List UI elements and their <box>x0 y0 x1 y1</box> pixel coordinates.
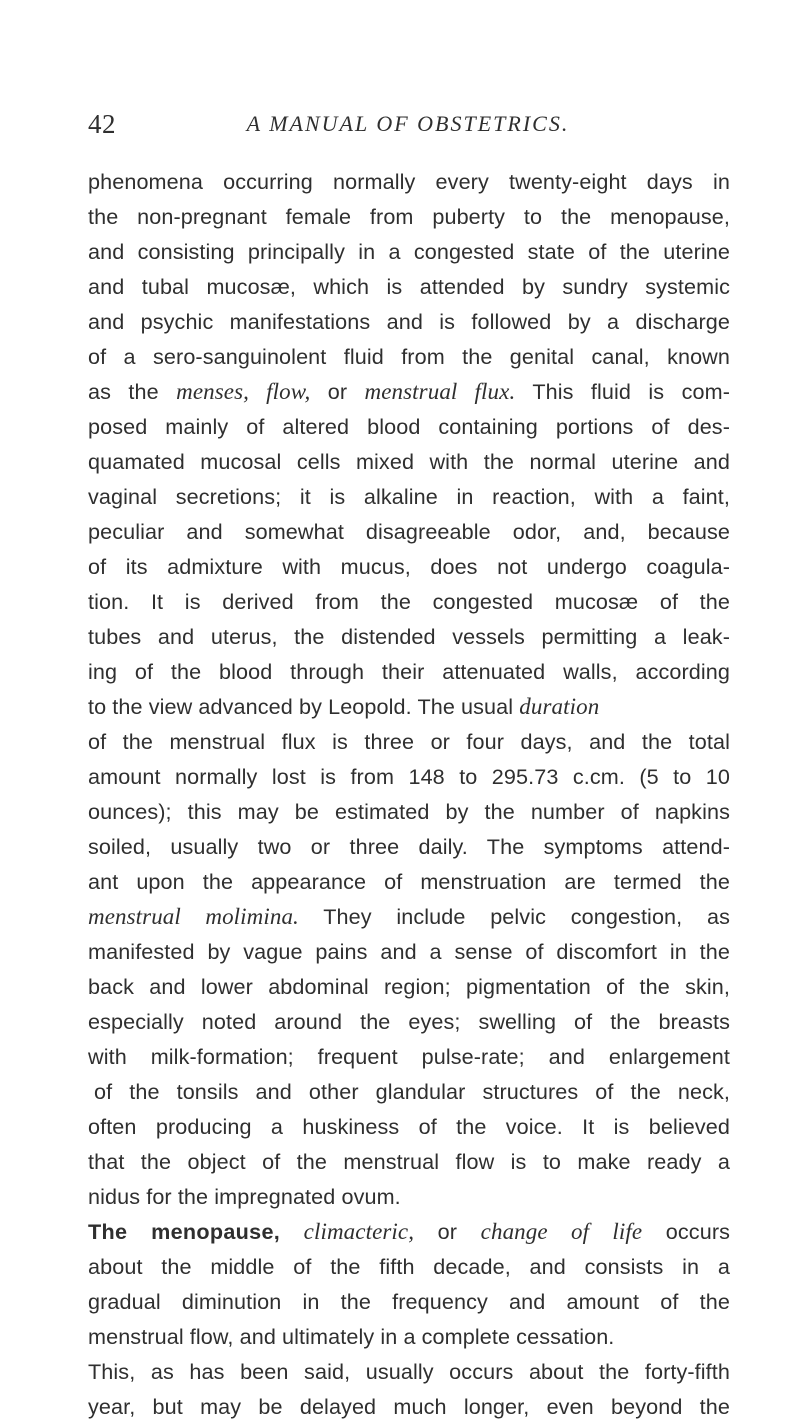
text-run: as the <box>88 379 177 404</box>
text-run: This fluid is com- <box>515 379 730 404</box>
text-run: vaginal secretions; it is alkaline in reaction, with a faint, <box>88 484 730 509</box>
text-run: about the middle of the fifth decade, and consists in a <box>88 1254 730 1279</box>
text-line <box>88 1039 730 1074</box>
text-line <box>88 199 730 234</box>
text-run: especially noted around the eyes; swelling of the breasts <box>88 1009 730 1034</box>
italic-term: change of life <box>480 1219 643 1244</box>
text-line <box>88 1179 730 1214</box>
text-run: manifested by vague pains and a sense of discomfort in the <box>88 939 730 964</box>
text-run: soiled, usually two or three daily. The symptoms attend- <box>88 834 730 859</box>
text-line <box>88 339 730 374</box>
italic-term: menses, flow, <box>176 379 311 404</box>
text-line <box>88 689 730 724</box>
text-run: ounces); this may be estimated by the number of napkins <box>88 799 730 824</box>
text-line <box>88 269 730 304</box>
text-run: amount normally lost is from 148 to 295.73 c.cm. (5 to 10 <box>88 764 730 789</box>
text-run: ant upon the appearance of menstruation are termed the <box>88 869 730 894</box>
text-run: peculiar and somewhat disagreeable odor, and, because <box>88 519 730 544</box>
text-run: that the object of the menstrual flow is to make ready a <box>88 1149 730 1174</box>
italic-term: duration <box>519 694 600 719</box>
text-line <box>88 1004 730 1039</box>
text-run: tubes and uterus, the distended vessels permitting a leak- <box>88 624 730 649</box>
text-run: or <box>414 1219 481 1244</box>
text-run: posed mainly of altered blood containing portions of des- <box>88 414 730 439</box>
text-run: occurs <box>642 1219 731 1244</box>
text-run: of the tonsils and other glandular structures of the neck, <box>94 1079 730 1104</box>
text-run: quamated mucosal cells mixed with the normal uterine and <box>88 449 730 474</box>
italic-term: menstrual molimina. <box>88 904 299 929</box>
text-line <box>88 514 730 549</box>
page-number: 42 <box>88 109 116 139</box>
text-run: the non-pregnant female from puberty to the menopause, <box>88 204 730 229</box>
text-run: of its admixture with mucus, does not undergo coagula- <box>88 554 730 579</box>
text-line <box>88 724 730 759</box>
text-run: nidus for the impregnated ovum. <box>88 1184 401 1209</box>
text-line <box>88 864 730 899</box>
text-run: of the menstrual flux is three or four days, and the total <box>88 729 730 754</box>
lead-term: The menopause, <box>88 1219 281 1244</box>
text-line <box>88 479 730 514</box>
text-line <box>88 1109 730 1144</box>
text-run: often producing a huskiness of the voice. It is believed <box>88 1114 730 1139</box>
text-line <box>88 759 730 794</box>
text-run <box>280 1219 304 1244</box>
running-head: A MANUAL OF OBSTETRICS. <box>246 111 570 136</box>
text-line <box>88 1284 730 1319</box>
text-run: gradual diminution in the frequency and amount of the <box>88 1289 730 1314</box>
text-run: of a sero-sanguinolent fluid from the genital canal, known <box>88 344 730 369</box>
text-line <box>88 549 730 584</box>
italic-term: menstrual flux. <box>364 379 516 404</box>
text-line <box>88 899 730 934</box>
text-line <box>88 619 730 654</box>
text-run: and tubal mucosæ, which is attended by sundry systemic <box>88 274 730 299</box>
text-line <box>88 444 730 479</box>
text-line <box>88 584 730 619</box>
text-line <box>88 654 730 689</box>
text-line <box>88 304 730 339</box>
text-line <box>88 1389 730 1424</box>
text-run: tion. It is derived from the congested mucosæ of the <box>88 589 730 614</box>
italic-term: climacteric, <box>303 1219 415 1244</box>
text-line <box>88 829 730 864</box>
text-run: ing of the blood through their attenuated walls, according <box>88 659 730 684</box>
text-run: menstrual flow, and ultimately in a complete cessation. <box>88 1324 615 1349</box>
text-line <box>88 794 730 829</box>
text-line <box>88 1249 730 1284</box>
text-line <box>88 164 730 199</box>
text-line <box>88 1074 730 1109</box>
text-run: to the view advanced by Leopold. The usual <box>88 694 520 719</box>
text-line <box>88 934 730 969</box>
text-line <box>88 969 730 1004</box>
text-run: or <box>310 379 365 404</box>
text-run: year, but may be delayed much longer, even beyond the <box>88 1394 730 1419</box>
text-run: They include pelvic congestion, as <box>298 904 730 929</box>
text-run: back and lower abdominal region; pigmentation of the skin, <box>88 974 730 999</box>
text-line <box>88 1354 730 1389</box>
text-line <box>88 1214 730 1249</box>
text-run: and consisting principally in a congested state of the uterine <box>88 239 730 264</box>
text-run: with milk-formation; frequent pulse-rate; and enlargement <box>88 1044 730 1069</box>
page-header <box>88 104 728 144</box>
text-line <box>88 374 730 409</box>
text-run: and psychic manifestations and is followed by a discharge <box>88 309 730 334</box>
text-run: This, as has been said, usually occurs about the forty-fifth <box>88 1359 730 1384</box>
text-line <box>88 234 730 269</box>
text-run: phenomena occurring normally every twenty-eight days in <box>88 169 730 194</box>
text-line <box>88 1319 730 1354</box>
body-text <box>88 164 730 1424</box>
text-line <box>88 1144 730 1179</box>
text-line <box>88 409 730 444</box>
